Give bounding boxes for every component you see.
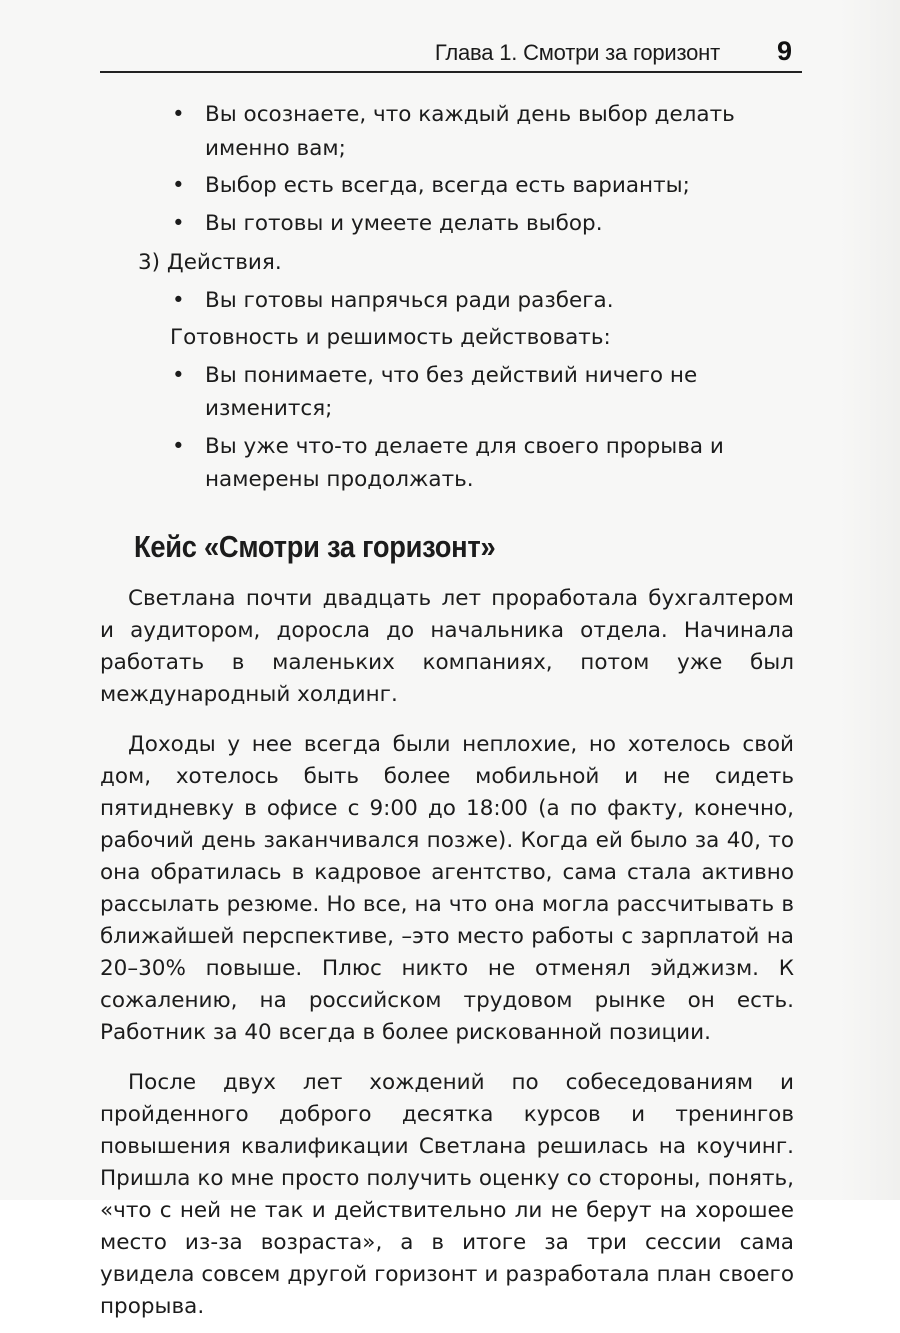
case-paragraph: После двух лет хождений по собеседованиям и пройденного доброго десятка курсов и тренингов повышения квалификации Светлана решилась на коучинг. Пришла ко мне просто получить оценку со стороны, понять, «что с ней не так и действительно ли не берут на хорошее место из-за возраста», а в итоге за три сессии сама увидела совсем другой горизонт и разработала план своего прорыва. [100, 1069, 794, 1319]
list-item: • Вы понимаете, что без действий ничего не изменится; [100, 359, 794, 426]
list-item: • Вы уже что-то делаете для своего прорыва и намерены продолжать. [100, 430, 794, 497]
page-content [100, 98, 794, 1333]
bullet-list-actions [100, 284, 794, 318]
subheading-readiness: Готовность и решимость действовать: [170, 325, 611, 350]
running-header [100, 38, 800, 74]
list-item: • Вы готовы напрячься ради разбега. [100, 284, 794, 318]
list-item: • Вы готовы и умеете делать выбор. [100, 207, 794, 241]
chapter-title: Глава 1. Смотри за горизонт [434, 40, 720, 65]
case-paragraph: Доходы у нее всегда были неплохие, но хотелось свой дом, хотелось быть более мобильной и не сидеть пятидневку в офисе с 9:00 до 18:00 (а по факту, конечно, рабочий день заканчивался позже). Когда ей было за 40, то она обратилась в кадровое агентство, сама стала активно рассылать резюме. Но все, на что она могла рассчитывать в ближайшей перспективе, –это место работы с зарплатой на 20–30% повыше. Плюс никто не отменял эйджизм. К сожалению, на российском трудовом рынке он есть. Работник за 40 всегда в более рискованной позиции. [100, 731, 794, 1045]
case-paragraph: Светлана почти двадцать лет проработала бухгалтером и аудитором, доросла до начальника отдела. Начинала работать в маленьких компаниях, потом уже был международный холдинг. [100, 585, 794, 707]
list-item: • Выбор есть всегда, всегда есть варианты; [100, 169, 794, 203]
numbered-item-actions: 3) Действия. [138, 250, 282, 275]
bullet-list-choice [100, 98, 794, 240]
header-rule [100, 71, 802, 73]
case-title: Кейс «Смотри за горизонт» [134, 528, 496, 564]
page-number: 9 [776, 36, 792, 66]
list-item: • Вы осознаете, что каждый день выбор делать именно вам; [100, 98, 794, 165]
bullet-list-readiness [100, 359, 794, 497]
